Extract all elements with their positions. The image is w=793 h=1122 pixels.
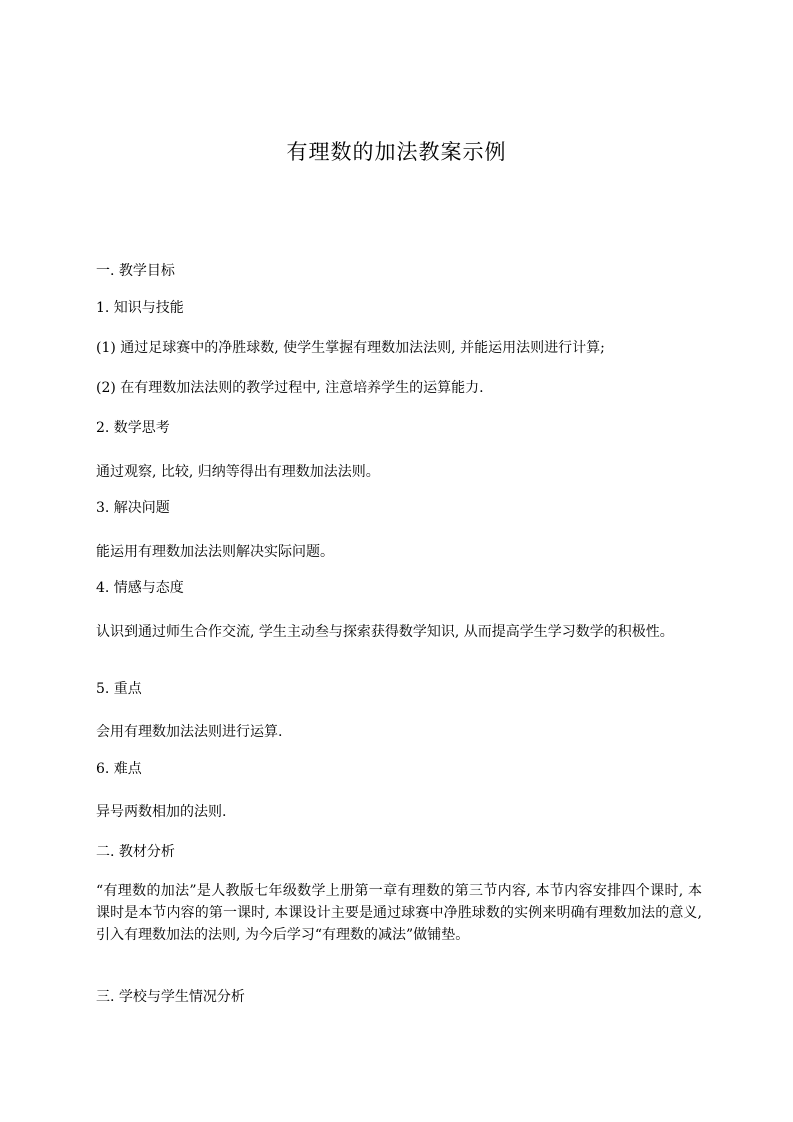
section-heading-school: 三. 学校与学生情况分析: [96, 989, 245, 1005]
subheading-difficulty: 6. 难点: [96, 761, 142, 777]
document-title: 有理数的加法教案示例: [286, 140, 507, 164]
subheading-key-point: 5. 重点: [96, 681, 142, 697]
material-text: “有理数的加法”是人教版七年级数学上册第一章有理数的第三节内容, 本节内容安排四个课时, 本课时是本节内容的第一课时, 本课设计主要是通过球赛中净胜球数的实例来明确有理数加法的意义, 引入有理数加法的法则, 为今后学习“有理数的减法”做铺垫。: [96, 883, 702, 943]
knowledge-item-1: (1) 通过足球赛中的净胜球数, 使学生掌握有理数加法法则, 并能运用法则进行计算;: [96, 340, 605, 356]
key-text: 会用有理数加法法则进行运算.: [96, 724, 283, 740]
difficulty-text: 异号两数相加的法则.: [96, 804, 227, 820]
section-heading-goals: 一. 教学目标: [96, 263, 175, 279]
thinking-text: 通过观察, 比较, 归纳等得出有理数加法法则。: [96, 464, 380, 480]
subheading-problem-solving: 3. 解决问题: [96, 500, 170, 516]
attitude-text: 认识到通过师生合作交流, 学生主动叁与探索获得数学知识, 从而提高学生学习数学的积极性。: [96, 624, 674, 640]
section-heading-material: 二. 教材分析: [96, 844, 175, 860]
problem-text: 能运用有理数加法法则解决实际问题。: [96, 544, 334, 560]
subheading-math-thinking: 2. 数学思考: [96, 420, 170, 436]
subheading-knowledge-skills: 1. 知识与技能: [96, 300, 184, 316]
knowledge-item-2: (2) 在有理数加法法则的教学过程中, 注意培养学生的运算能力.: [96, 380, 484, 396]
subheading-attitude: 4. 情感与态度: [96, 580, 184, 596]
